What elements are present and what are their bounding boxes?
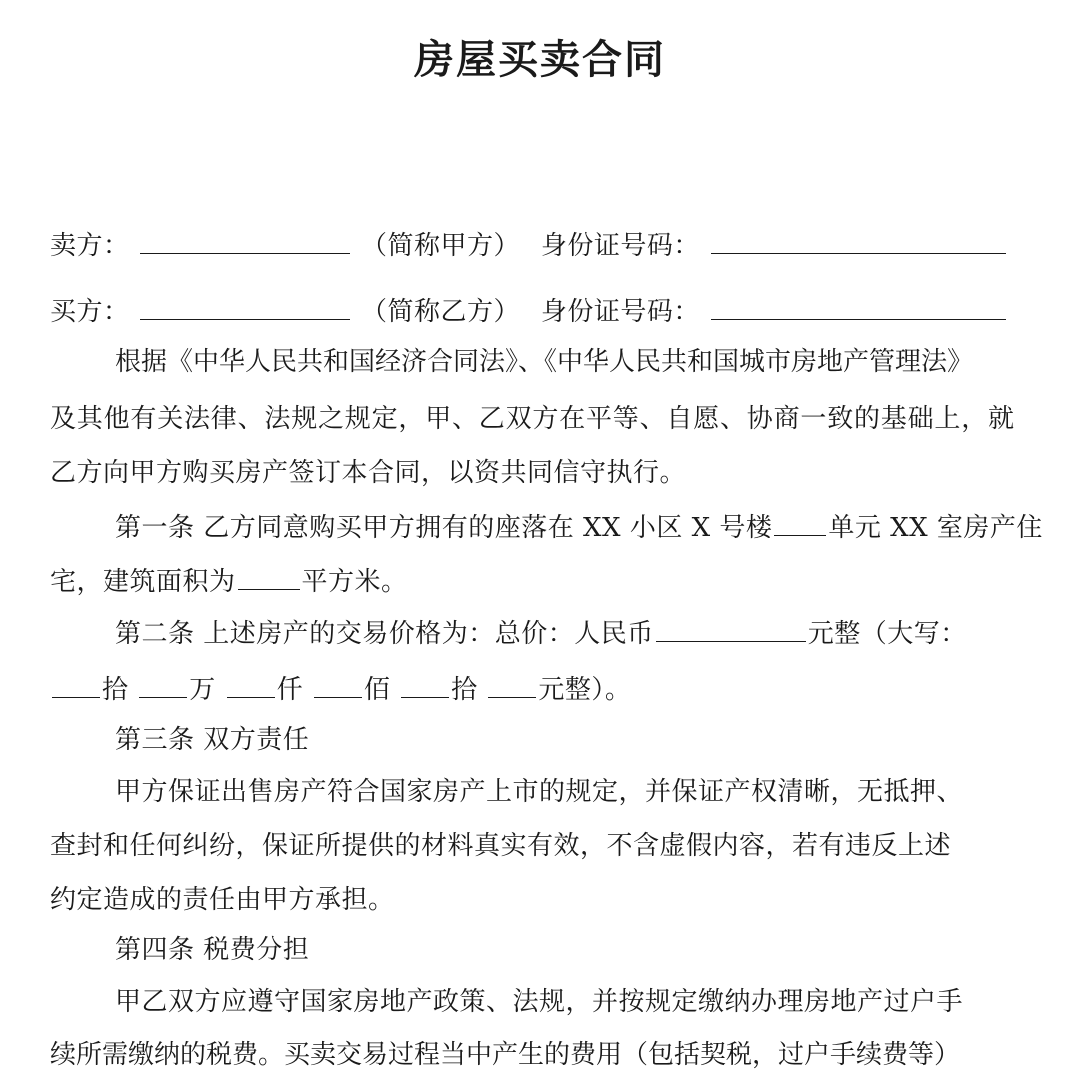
article1-text-b: 单元 XX 室房产住 <box>828 513 1043 543</box>
buyer-label: 买方： <box>50 297 130 327</box>
article1-line-2 <box>50 562 1040 602</box>
amount-blank-6 <box>488 671 536 698</box>
amount-blank-1 <box>52 671 100 698</box>
seller-line <box>50 226 1040 266</box>
amount-blank-2 <box>139 671 187 698</box>
buyer-line <box>50 292 1040 332</box>
amount-blank-5 <box>401 671 449 698</box>
seller-label: 卖方： <box>50 231 130 261</box>
buyer-id-blank <box>711 293 1006 320</box>
unit-shi-1: 拾 <box>102 675 129 705</box>
price-blank <box>656 615 806 642</box>
article1-text-d: 平方米。 <box>301 567 408 597</box>
article4-heading: 第四条 税费分担 <box>115 935 310 965</box>
article2-text-a: 第二条 上述房产的交易价格为：总价：人民币 <box>115 619 654 649</box>
unit-shi-2: 拾 <box>451 675 478 705</box>
area-blank <box>238 563 300 590</box>
unit-qian: 仟 <box>276 675 304 705</box>
buyer-id-label: 身份证号码： <box>540 297 700 327</box>
article3-body-1: 甲方保证出售房产符合国家房产上市的规定，并保证产权清晰，无抵押、 <box>115 777 964 807</box>
seller-name-blank <box>140 227 350 254</box>
article4-body-2: 续所需缴纳的税费。买卖交易过程当中产生的费用（包括契税，过户手续费等） <box>50 1040 961 1070</box>
amount-blank-3 <box>227 671 275 698</box>
article1-text-a: 第一条 乙方同意购买甲方拥有的座落在 XX 小区 X 号楼 <box>115 513 773 543</box>
article1-unit-blank <box>774 509 826 536</box>
article4-body-1: 甲乙双方应遵守国家房地产政策、法规，并按规定缴纳办理房地产过户手 <box>115 987 964 1017</box>
seller-id-blank <box>711 227 1006 254</box>
article2-text-b: 元整（大写： <box>807 619 967 649</box>
seller-id-label: 身份证号码： <box>540 231 700 261</box>
unit-wan: 万 <box>189 675 216 705</box>
intro-line-1: 根据《中华人民共和国经济合同法》、《中华人民共和国城市房地产管理法》 <box>115 347 974 377</box>
article3-heading: 第三条 双方责任 <box>115 725 310 755</box>
amount-blank-4 <box>314 671 362 698</box>
article3-body-3: 约定造成的责任由甲方承担。 <box>50 885 395 915</box>
intro-line-3: 乙方向甲方购买房产签订本合同，以资共同信守执行。 <box>50 458 687 488</box>
article2-line-1 <box>115 614 1040 654</box>
buyer-alias: （简称乙方） <box>361 297 521 327</box>
document-title: 房屋买卖合同 <box>414 37 666 83</box>
intro-line-2: 及其他有关法律、法规之规定，甲、乙双方在平等、自愿、协商一致的基础上，就 <box>50 404 1015 434</box>
article1-line-1 <box>115 508 1043 548</box>
unit-bai: 佰 <box>363 675 391 705</box>
article1-text-c: 宅，建筑面积为 <box>50 567 236 597</box>
seller-alias: （简称甲方） <box>361 231 521 261</box>
article2-line-2 <box>50 670 1040 710</box>
article3-body-2: 查封和任何纠纷，保证所提供的材料真实有效，不含虚假内容，若有违反上述 <box>50 831 952 861</box>
unit-yuan: 元整）。 <box>538 675 632 705</box>
buyer-name-blank <box>140 293 350 320</box>
